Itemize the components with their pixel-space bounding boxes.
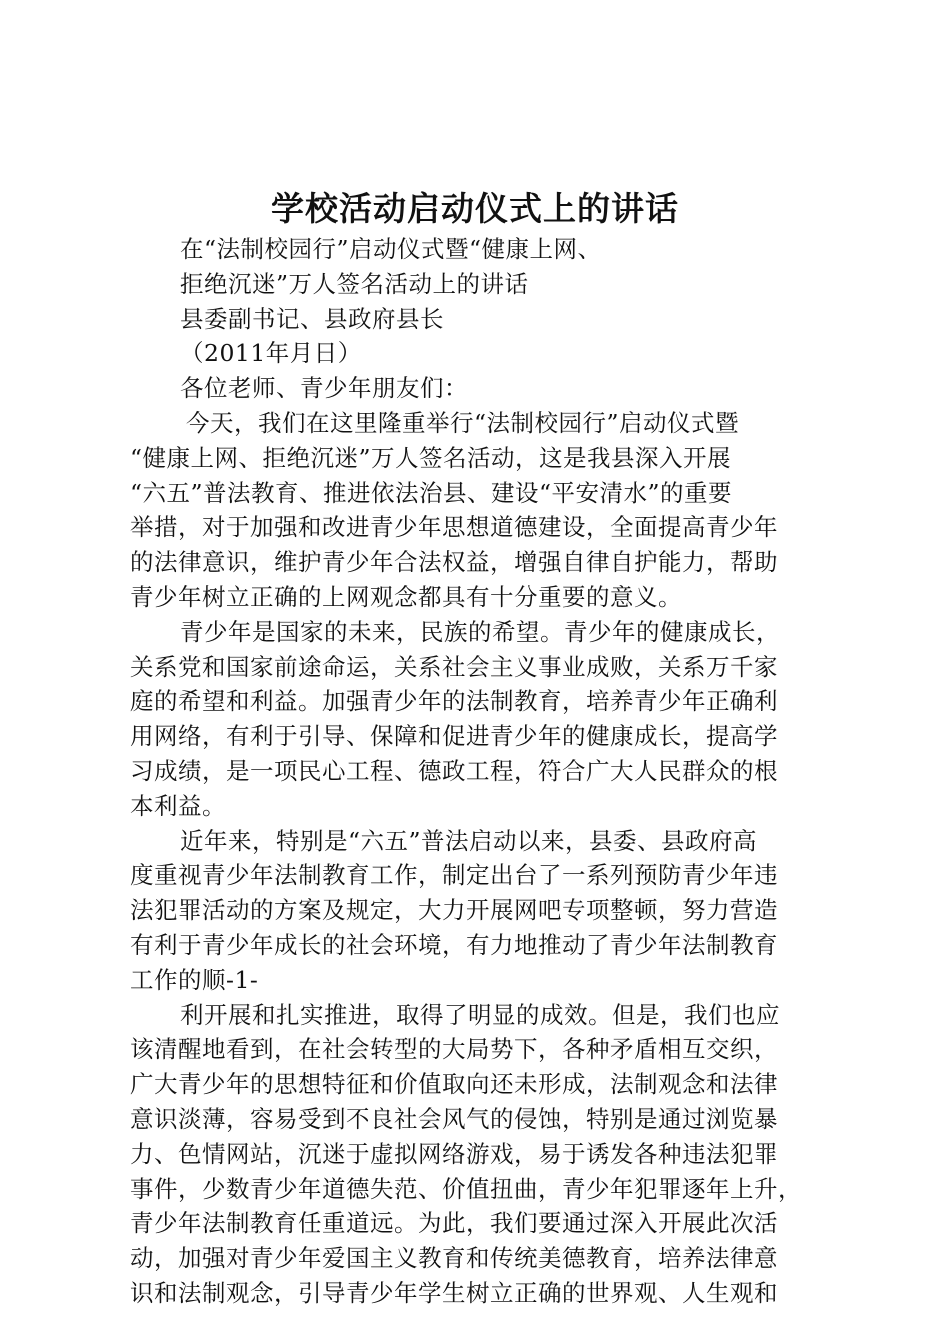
paragraph-line: 关系党和国家前途命运，关系社会主义事业成败，关系万千家 bbox=[130, 652, 778, 681]
paragraph-line: 的法律意识，维护青少年合法权益，增强自律自护能力，帮助 bbox=[130, 548, 778, 577]
paragraph-line: 利开展和扎实推进，取得了明显的成效。但是，我们也应 bbox=[180, 1000, 780, 1029]
paragraph-line: 近年来，特别是“六五”普法启动以来，县委、县政府高 bbox=[180, 826, 758, 855]
paragraph-line: 有利于青少年成长的社会环境，有力地推动了青少年法制教育 bbox=[130, 930, 778, 959]
paragraph-line: 事件，少数青少年道德失范、价值扭曲，青少年犯罪逐年上升， bbox=[130, 1174, 802, 1203]
paragraph-1 bbox=[130, 406, 830, 615]
paragraph-line: 举措，对于加强和改进青少年思想道德建设，全面提高青少年 bbox=[130, 513, 778, 542]
paragraph-line: 青少年法制教育任重道远。为此，我们要通过深入开展此次活 bbox=[130, 1209, 778, 1238]
paragraph-line: 工作的顺-1- bbox=[130, 965, 259, 994]
header-line: 在“法制校园行”启动仪式暨“健康上网、 bbox=[180, 235, 602, 263]
document-title: 学校活动启动仪式上的讲话 bbox=[271, 189, 679, 228]
paragraph-4 bbox=[130, 998, 830, 1311]
paragraph-line: 识和法制观念，引导青少年学生树立正确的世界观、人生观和 bbox=[130, 1278, 778, 1307]
salutation-line: 各位老师、青少年朋友们： bbox=[180, 374, 468, 403]
paragraph-line: “健康上网、拒绝沉迷”万人签名活动，这是我县深入开展 bbox=[130, 443, 732, 472]
paragraph-line: 习成绩，是一项民心工程、德政工程，符合广大人民群众的根 bbox=[130, 756, 778, 785]
header-line: 拒绝沉迷”万人签名活动上的讲话 bbox=[180, 269, 529, 298]
paragraph-2 bbox=[130, 615, 830, 824]
paragraph-line: 本利益。 bbox=[130, 791, 226, 820]
paragraph-line: 动，加强对青少年爱国主义教育和传统美德教育，培养法律意 bbox=[130, 1244, 778, 1273]
paragraph-line: 法犯罪活动的方案及规定，大力开展网吧专项整顿，努力营造 bbox=[130, 896, 778, 925]
document-body bbox=[130, 232, 830, 1311]
paragraph-line: 今天，我们在这里隆重举行“法制校园行”启动仪式暨 bbox=[186, 408, 740, 437]
paragraph-line: 意识淡薄，容易受到不良社会风气的侵蚀，特别是通过浏览暴 bbox=[130, 1104, 778, 1133]
paragraph-line: 青少年树立正确的上网观念都具有十分重要的意义。 bbox=[130, 582, 682, 611]
paragraph-line: 广大青少年的思想特征和价值取向还未形成，法制观念和法律 bbox=[130, 1070, 778, 1099]
speaker-line: 县委副书记、县政府县长 bbox=[180, 304, 444, 333]
paragraph-line: 该清醒地看到，在社会转型的大局势下，各种矛盾相互交织， bbox=[130, 1035, 778, 1064]
paragraph-3 bbox=[130, 824, 830, 998]
paragraph-line: 青少年是国家的未来，民族的希望。青少年的健康成长， bbox=[180, 617, 780, 646]
paragraph-line: 庭的希望和利益。加强青少年的法制教育，培养青少年正确利 bbox=[130, 687, 778, 716]
date-line: （2011年月日） bbox=[180, 339, 362, 368]
paragraph-line: “六五”普法教育、推进依法治县、建设“平安清水”的重要 bbox=[130, 478, 733, 507]
paragraph-line: 力、色情网站，沉迷于虚拟网络游戏，易于诱发各种违法犯罪 bbox=[130, 1139, 778, 1168]
paragraph-line: 用网络，有利于引导、保障和促进青少年的健康成长，提高学 bbox=[130, 722, 778, 751]
paragraph-line: 度重视青少年法制教育工作，制定出台了一系列预防青少年违 bbox=[130, 861, 778, 890]
